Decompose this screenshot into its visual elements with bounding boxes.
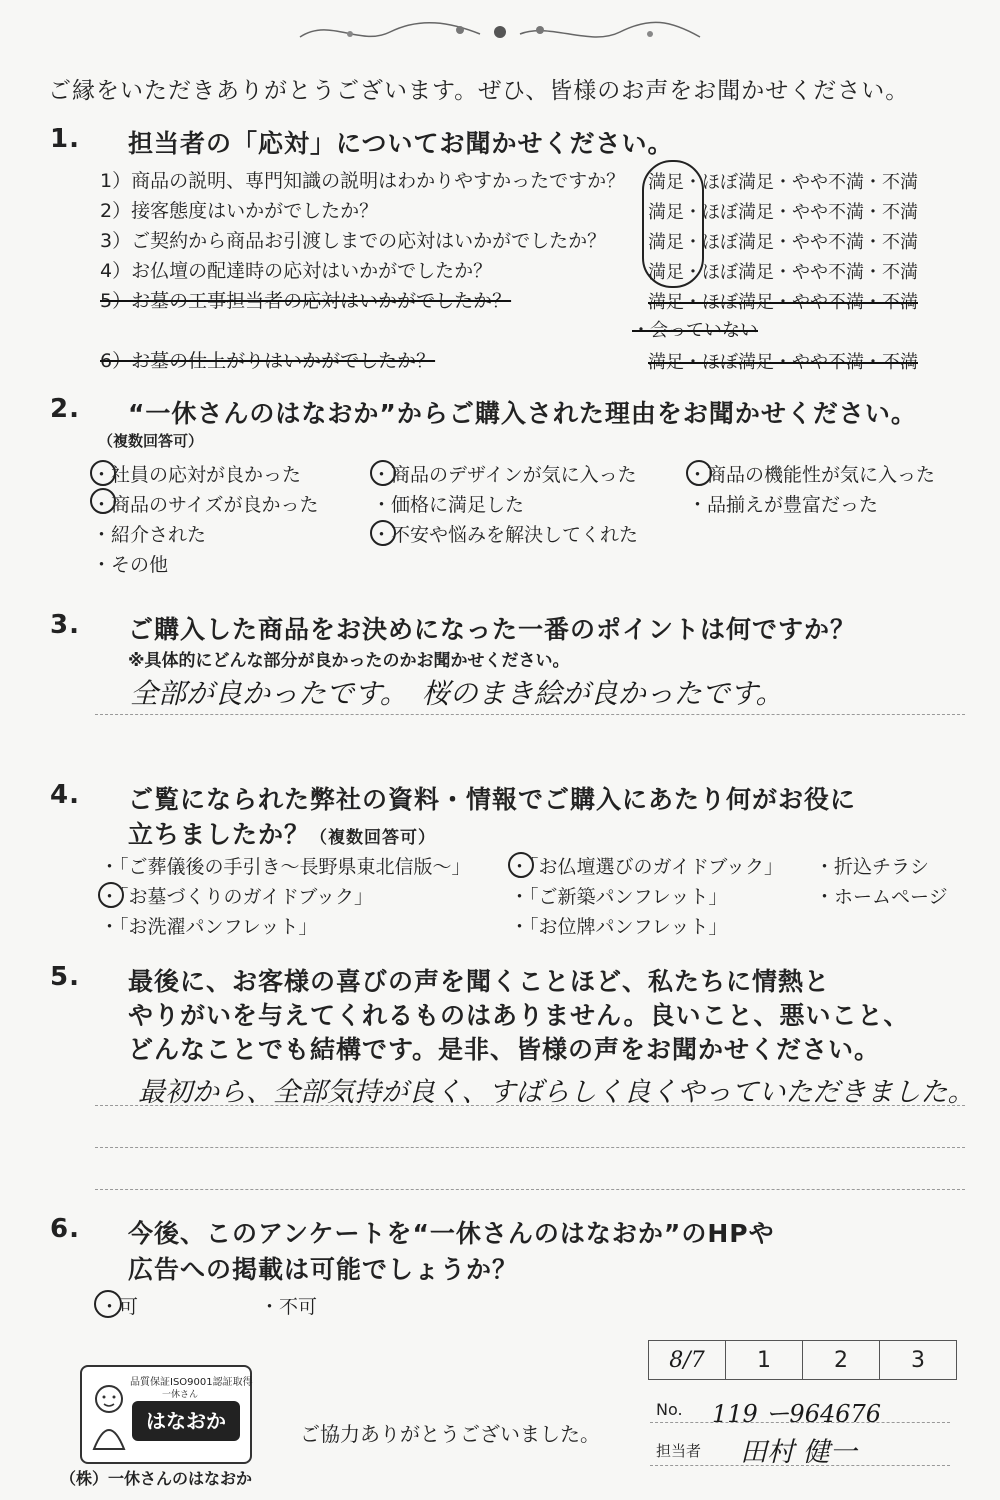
q2-choice-other[interactable]: ・その他	[92, 554, 169, 576]
company-logo	[80, 1365, 252, 1464]
q4-title-line2	[128, 815, 436, 851]
q5-answer-line-1	[95, 1105, 965, 1106]
q6-choice-yes[interactable]: ・可	[100, 1296, 139, 1318]
q5-handwritten-answer[interactable]: 最初から、全部気持が良く、すばらしく良くやっていただきました。	[138, 1077, 975, 1108]
number-value[interactable]: 119 ー964676	[712, 1400, 882, 1428]
q1-option-not-met[interactable]: ・会っていない	[632, 320, 758, 341]
q1-item-2: 2）接客態度はいかがでしたか？	[100, 200, 379, 222]
q4-title-text-2: 立ちましたか？	[128, 820, 311, 849]
q5-title-text-1: 最後に、お客様の喜びの声を聞くことほど、私たちに情熱と	[128, 967, 831, 996]
q1-item-1: 1）商品の説明、専門知識の説明はわかりやすかったですか？	[100, 170, 626, 192]
q3-title	[50, 610, 857, 646]
q3-answer-line	[95, 714, 965, 715]
logo-iso-text: 品質保証ISO9001認証取得	[130, 1377, 253, 1388]
thanks-text: ご協力ありがとうございました。	[300, 1422, 600, 1446]
decorative-ornament	[290, 12, 710, 52]
hand-circle-function	[686, 460, 712, 486]
q2-choice-referral[interactable]: ・紹介された	[92, 524, 207, 546]
q5-title-line2: やりがいを与えてくれるものはありません。良いこと、悪いこと、	[128, 1001, 910, 1030]
q2-choice-variety[interactable]: ・品揃えが豊富だった	[688, 494, 879, 516]
q4-choice-butsudan-guide[interactable]: ・「お仏壇選びのガイドブック」	[510, 856, 784, 878]
q2-choice-staff[interactable]: ・社員の応対が良かった	[92, 464, 302, 486]
q4-title-text-1: ご覧になられた弊社の資料・情報でご購入にあたり何がお役に	[128, 785, 857, 814]
q1-options-6[interactable]: 満足・ほぼ満足・やや不満・不満	[648, 352, 918, 373]
q5-title-line3: どんなことでも結構です。是非、皆様の声をお聞かせください。	[128, 1035, 881, 1064]
q4-choice-laundry-pamphlet[interactable]: ・「お洗濯パンフレット」	[100, 916, 318, 938]
q3-title-text: ご購入した商品をお決めになった一番のポイントは何ですか？	[128, 615, 857, 644]
q5-answer-line-2	[95, 1147, 965, 1148]
hand-circle-butsudan-guide	[508, 852, 534, 878]
q2-number: 2.	[50, 394, 80, 424]
q1-item-5: 5）お墓の工事担当者の応対はいかがでしたか？	[100, 290, 512, 312]
box-2[interactable]: 2	[803, 1341, 880, 1380]
hand-circle-yes	[94, 1290, 122, 1318]
q2-note: （複数回答可）	[98, 432, 204, 450]
q3-number: 3.	[50, 610, 80, 640]
record-boxes	[648, 1340, 957, 1380]
q1-title-text: 担当者の「応対」についてお聞かせください。	[128, 129, 674, 158]
intro-text: ご縁をいただきありがとうございます。ぜひ、皆様のお声をお聞かせください。	[48, 78, 910, 104]
box-3[interactable]: 3	[880, 1341, 957, 1380]
q1-options-1[interactable]: 満足・ほぼ満足・やや不満・不満	[648, 172, 918, 193]
hand-circle-grave-guide	[98, 882, 124, 908]
q1-item-6: 6）お墓の仕上がりはいかがでしたか？	[100, 350, 436, 372]
staff-line	[650, 1465, 950, 1466]
q2-choice-size[interactable]: ・商品のサイズが良かった	[92, 494, 319, 516]
q4-choice-homepage[interactable]: ・ホームページ	[815, 886, 948, 908]
q3-note: ※具体的にどんな部分が良かったのかお聞かせください。	[128, 651, 570, 671]
q4-choice-grave-guide[interactable]: ・「お墓づくりのガイドブック」	[100, 886, 374, 908]
q1-item-4: 4）お仏壇の配達時の応対はいかがでしたか？	[100, 260, 493, 282]
q1-options-2[interactable]: 満足・ほぼ満足・やや不満・不満	[648, 202, 918, 223]
q1-title	[50, 124, 674, 160]
q2-title-text: “一休さんのはなおか”からご購入された理由をお聞かせください。	[128, 399, 917, 428]
q5-title-line1	[50, 962, 831, 998]
q2-choice-design[interactable]: ・商品のデザインが気に入った	[372, 464, 637, 486]
q1-options-3[interactable]: 満足・ほぼ満足・やや不満・不満	[648, 232, 918, 253]
logo-main-text: はなおか	[132, 1401, 240, 1441]
monk-character-icon	[88, 1381, 130, 1451]
q5-answer-line-3	[95, 1189, 965, 1190]
box-1[interactable]: 1	[726, 1341, 803, 1380]
hand-circle-satisfied	[642, 160, 704, 288]
q4-choice-flyer[interactable]: ・折込チラシ	[815, 856, 930, 878]
hand-circle-size	[90, 488, 116, 514]
q2-title	[50, 394, 917, 430]
company-name: （株）一休さんのはなおか	[60, 1469, 253, 1488]
hand-circle-design	[370, 460, 396, 486]
q4-title-line1	[50, 780, 857, 816]
number-line	[650, 1422, 950, 1423]
q6-number: 6.	[50, 1214, 80, 1244]
number-label: No.	[656, 1400, 683, 1419]
hand-circle-staff	[90, 460, 116, 486]
staff-label: 担当者	[656, 1442, 702, 1460]
q2-choice-solved[interactable]: ・不安や悩みを解決してくれた	[372, 524, 639, 546]
q3-handwritten-answer[interactable]: 全部が良かったです。 桜のまき絵が良かったです。	[130, 677, 784, 710]
q2-choice-price[interactable]: ・価格に満足した	[372, 494, 525, 516]
q4-note: （複数回答可）	[310, 828, 437, 848]
q1-options-4[interactable]: 満足・ほぼ満足・やや不満・不満	[648, 262, 918, 283]
hand-circle-solved	[370, 520, 396, 546]
q6-title-line1	[50, 1214, 775, 1250]
q5-number: 5.	[50, 962, 80, 992]
q1-options-5[interactable]: 満足・ほぼ満足・やや不満・不満	[648, 292, 918, 313]
q6-choice-no[interactable]: ・不可	[260, 1296, 318, 1318]
q4-choice-newbuild-pamphlet[interactable]: ・「ご新築パンフレット」	[510, 886, 728, 908]
q4-choice-ihai-pamphlet[interactable]: ・「お位牌パンフレット」	[510, 916, 728, 938]
q1-number: 1.	[50, 124, 80, 154]
q6-title-text-1: 今後、このアンケートを“一休さんのはなおか”のHPや	[128, 1219, 775, 1248]
staff-value[interactable]: 田村 健一	[740, 1437, 857, 1468]
q6-title-line2: 広告への掲載は可能でしょうか？	[128, 1255, 519, 1284]
logo-small-text: 一休さん	[162, 1390, 199, 1400]
q1-item-3: 3）ご契約から商品お引渡しまでの応対はいかがでしたか？	[100, 230, 607, 252]
q4-number: 4.	[50, 780, 80, 810]
date-box[interactable]: 8/7	[649, 1341, 726, 1380]
q4-choice-funeral-guide[interactable]: ・「ご葬儀後の手引き〜長野県東北信版〜」	[100, 856, 471, 878]
q2-choice-function[interactable]: ・商品の機能性が気に入った	[688, 464, 936, 486]
